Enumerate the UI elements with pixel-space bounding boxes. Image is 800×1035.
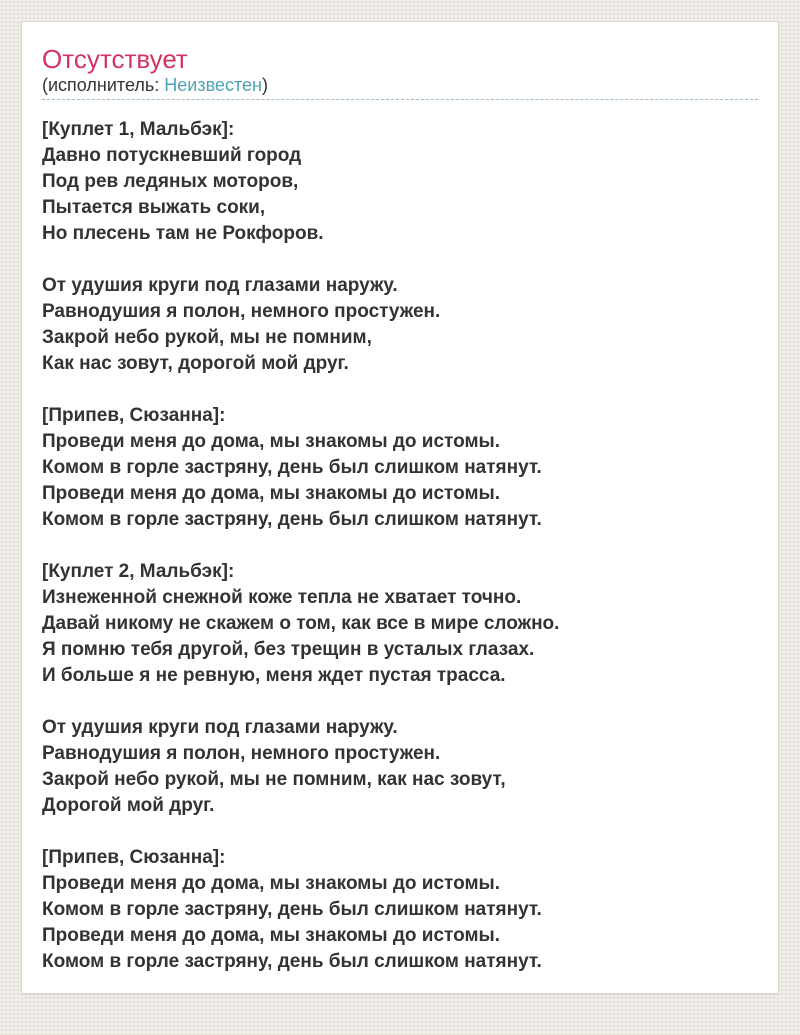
lyric-line: Равнодушия я полон, немного простужен.	[42, 743, 441, 764]
stanza	[42, 117, 758, 247]
stanza	[42, 845, 758, 975]
lyrics	[42, 117, 758, 975]
lyric-line: Давай никому не скажем о том, как все в мире сложно.	[42, 613, 560, 634]
lyrics-card	[21, 21, 779, 994]
lyric-line: Но плесень там не Рокфоров.	[42, 223, 324, 244]
song-title: Отсутствует	[42, 44, 188, 74]
lyric-line: Закрой небо рукой, мы не помним, как нас зовут,	[42, 769, 506, 790]
stanza	[42, 273, 758, 377]
lyric-line: Дорогой мой друг.	[42, 795, 215, 816]
artist-prefix: (исполнитель:	[42, 75, 165, 95]
lyric-line: [Припев, Сюзанна]:	[42, 405, 226, 426]
lyric-line: Равнодушия я полон, немного простужен.	[42, 301, 441, 322]
lyric-line: Как нас зовут, дорогой мой друг.	[42, 353, 349, 374]
lyric-line: Под рев ледяных моторов,	[42, 171, 299, 192]
lyric-line: Закрой небо рукой, мы не помним,	[42, 327, 372, 348]
lyric-line: Я помню тебя другой, без трещин в усталых глазах.	[42, 639, 535, 660]
lyric-line: Изнеженной снежной коже тепла не хватает точно.	[42, 587, 522, 608]
lyric-line: Давно потускневший город	[42, 145, 302, 166]
lyric-line: [Припев, Сюзанна]:	[42, 847, 226, 868]
song-header	[42, 44, 758, 100]
lyric-line: От удушия круги под глазами наружу.	[42, 717, 398, 738]
lyric-line: [Куплет 1, Мальбэк]:	[42, 119, 235, 140]
lyric-line: И больше я не ревную, меня ждет пустая трасса.	[42, 665, 506, 686]
stanza	[42, 403, 758, 533]
lyric-line: Пытается выжать соки,	[42, 197, 266, 218]
artist-line	[42, 74, 758, 99]
lyric-line: Комом в горле застряну, день был слишком натянут.	[42, 509, 542, 530]
lyric-line: Комом в горле застряну, день был слишком натянут.	[42, 951, 542, 972]
stanza	[42, 715, 758, 819]
lyric-line: Проведи меня до дома, мы знакомы до истомы.	[42, 431, 501, 452]
lyric-line: Проведи меня до дома, мы знакомы до истомы.	[42, 925, 501, 946]
lyric-line: Комом в горле застряну, день был слишком натянут.	[42, 899, 542, 920]
page	[0, 21, 800, 1035]
artist-suffix: )	[261, 75, 268, 95]
artist-link[interactable]: Неизвестен	[164, 75, 262, 95]
lyric-line: Комом в горле застряну, день был слишком натянут.	[42, 457, 542, 478]
stanza	[42, 559, 758, 689]
lyric-line: Проведи меня до дома, мы знакомы до истомы.	[42, 483, 501, 504]
lyric-line: От удушия круги под глазами наружу.	[42, 275, 398, 296]
lyric-line: [Куплет 2, Мальбэк]:	[42, 561, 235, 582]
lyric-line: Проведи меня до дома, мы знакомы до истомы.	[42, 873, 501, 894]
